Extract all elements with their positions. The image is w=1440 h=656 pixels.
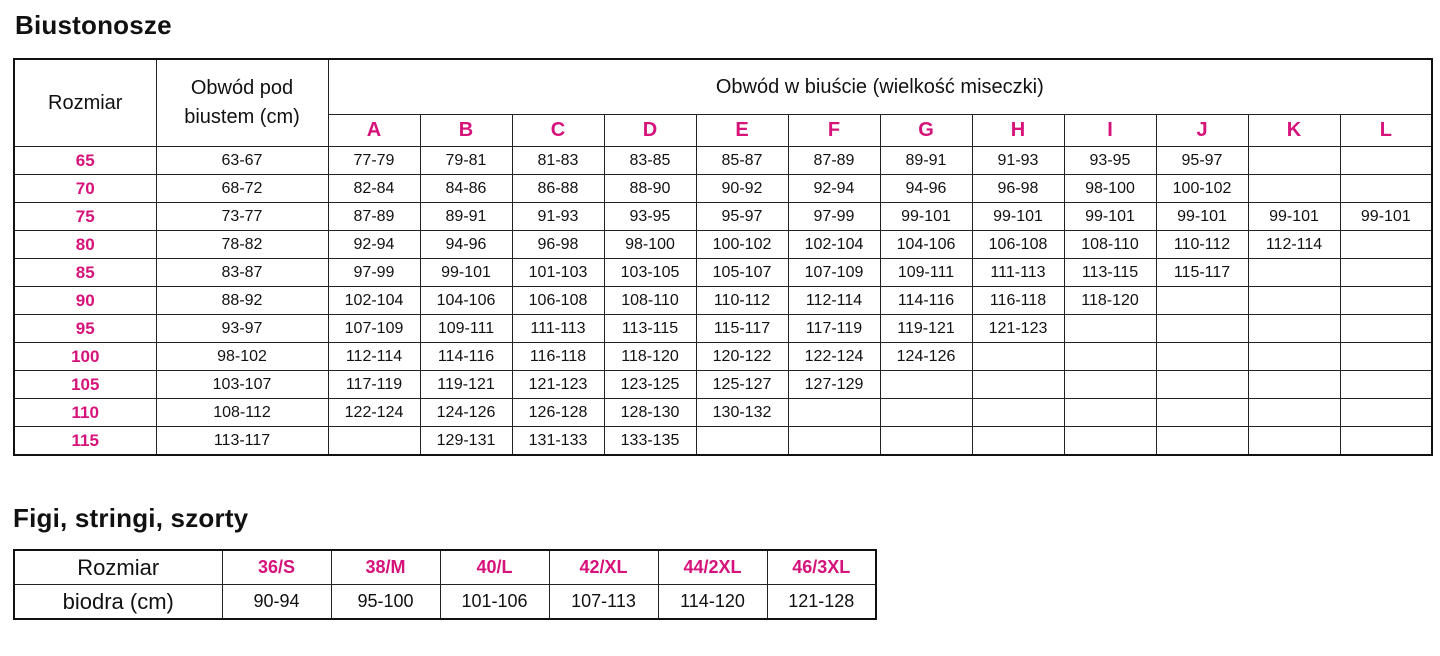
bust-value: 77-79: [328, 147, 420, 175]
table-row: [14, 371, 1432, 399]
bust-value: 129-131: [420, 427, 512, 456]
bust-value: [1340, 175, 1432, 203]
table-row: [14, 175, 1432, 203]
bust-value: 113-115: [1064, 259, 1156, 287]
band-size: 75: [14, 203, 156, 231]
bust-value: 99-101: [880, 203, 972, 231]
bust-value: [1064, 371, 1156, 399]
briefs-hip-value: 114-120: [658, 585, 767, 620]
bust-value: 120-122: [696, 343, 788, 371]
bust-value: 99-101: [1064, 203, 1156, 231]
bust-value: 107-109: [788, 259, 880, 287]
bust-value: 116-118: [972, 287, 1064, 315]
bust-value: [880, 427, 972, 456]
briefs-hip-value: 107-113: [549, 585, 658, 620]
bust-value: 97-99: [788, 203, 880, 231]
cup-header: I: [1064, 115, 1156, 147]
bust-value: 116-118: [512, 343, 604, 371]
table-row: [14, 147, 1432, 175]
briefs-size-row: [14, 550, 876, 585]
bust-value: 118-120: [604, 343, 696, 371]
briefs-size: 38/M: [331, 550, 440, 585]
bust-value: 90-92: [696, 175, 788, 203]
briefs-hip-value: 101-106: [440, 585, 549, 620]
bust-value: 88-90: [604, 175, 696, 203]
underbust-value: 68-72: [156, 175, 328, 203]
table-row: [14, 315, 1432, 343]
bust-value: [1340, 427, 1432, 456]
bust-value: 106-108: [512, 287, 604, 315]
bust-value: [328, 427, 420, 456]
bust-value: 128-130: [604, 399, 696, 427]
cup-header: B: [420, 115, 512, 147]
table-row: [14, 231, 1432, 259]
briefs-size: 46/3XL: [767, 550, 876, 585]
bust-value: 94-96: [420, 231, 512, 259]
bust-value: [1156, 399, 1248, 427]
bust-value: 99-101: [1156, 203, 1248, 231]
bust-value: 133-135: [604, 427, 696, 456]
bust-value: [788, 427, 880, 456]
bust-value: 117-119: [328, 371, 420, 399]
bust-value: [1248, 371, 1340, 399]
bust-value: 130-132: [696, 399, 788, 427]
bust-value: 95-97: [1156, 147, 1248, 175]
bust-value: 84-86: [420, 175, 512, 203]
bust-value: [1248, 147, 1340, 175]
bust-value: 96-98: [512, 231, 604, 259]
bust-value: 99-101: [1248, 203, 1340, 231]
bust-value: 99-101: [420, 259, 512, 287]
bust-value: [1248, 175, 1340, 203]
band-size: 115: [14, 427, 156, 456]
bust-value: 91-93: [512, 203, 604, 231]
bust-value: [1340, 287, 1432, 315]
bust-value: 86-88: [512, 175, 604, 203]
bust-value: 109-111: [880, 259, 972, 287]
bust-value: [1248, 343, 1340, 371]
bust-value: 122-124: [788, 343, 880, 371]
briefs-size: 44/2XL: [658, 550, 767, 585]
bust-value: [1248, 259, 1340, 287]
table-row: [14, 287, 1432, 315]
bust-value: [1340, 231, 1432, 259]
bust-value: [1064, 343, 1156, 371]
cup-header: K: [1248, 115, 1340, 147]
bust-value: 100-102: [1156, 175, 1248, 203]
bust-value: 98-100: [604, 231, 696, 259]
bust-value: 106-108: [972, 231, 1064, 259]
cup-header: A: [328, 115, 420, 147]
table-row: [14, 343, 1432, 371]
bust-value: 111-113: [512, 315, 604, 343]
bust-value: 97-99: [328, 259, 420, 287]
briefs-size-table: [13, 549, 877, 620]
underbust-value: 63-67: [156, 147, 328, 175]
briefs-section-title: Figi, stringi, szorty: [13, 503, 249, 533]
bust-value: 102-104: [328, 287, 420, 315]
bust-value: 119-121: [420, 371, 512, 399]
cup-header: E: [696, 115, 788, 147]
header-bust: Obwód w biuście (wielkość miseczki): [328, 59, 1432, 115]
underbust-value: 83-87: [156, 259, 328, 287]
underbust-value: 88-92: [156, 287, 328, 315]
bust-value: 96-98: [972, 175, 1064, 203]
bust-value: 112-114: [1248, 231, 1340, 259]
bust-value: [1248, 427, 1340, 456]
bust-value: 94-96: [880, 175, 972, 203]
bust-value: 103-105: [604, 259, 696, 287]
bust-value: 111-113: [972, 259, 1064, 287]
bust-value: 114-116: [420, 343, 512, 371]
cup-header: D: [604, 115, 696, 147]
briefs-size-label: Rozmiar: [14, 550, 222, 585]
bust-value: [972, 371, 1064, 399]
table-row: [14, 203, 1432, 231]
bust-value: 101-103: [512, 259, 604, 287]
bust-value: [1156, 343, 1248, 371]
bust-value: [1156, 427, 1248, 456]
bust-value: 93-95: [1064, 147, 1156, 175]
bust-value: [972, 399, 1064, 427]
bust-value: [1156, 371, 1248, 399]
bust-value: [1340, 147, 1432, 175]
bust-value: 95-97: [696, 203, 788, 231]
cup-header: G: [880, 115, 972, 147]
band-size: 65: [14, 147, 156, 175]
bust-value: [972, 343, 1064, 371]
bra-section-title: Biustonosze: [15, 10, 172, 40]
bust-value: 108-110: [1064, 231, 1156, 259]
cup-header: F: [788, 115, 880, 147]
bust-value: [1340, 371, 1432, 399]
underbust-value: 108-112: [156, 399, 328, 427]
bust-value: [972, 427, 1064, 456]
bust-value: 109-111: [420, 315, 512, 343]
bust-value: 79-81: [420, 147, 512, 175]
briefs-size: 36/S: [222, 550, 331, 585]
bust-value: 99-101: [1340, 203, 1432, 231]
bust-value: 92-94: [328, 231, 420, 259]
bust-value: 124-126: [420, 399, 512, 427]
bust-value: 89-91: [420, 203, 512, 231]
bust-value: 112-114: [788, 287, 880, 315]
band-size: 80: [14, 231, 156, 259]
bust-value: 115-117: [1156, 259, 1248, 287]
bust-value: 99-101: [972, 203, 1064, 231]
band-size: 95: [14, 315, 156, 343]
bra-size-table: [13, 58, 1433, 456]
bust-value: 126-128: [512, 399, 604, 427]
bust-value: 98-100: [1064, 175, 1156, 203]
band-size: 105: [14, 371, 156, 399]
briefs-hip-row: [14, 585, 876, 620]
band-size: 85: [14, 259, 156, 287]
bust-value: 93-95: [604, 203, 696, 231]
bust-value: 110-112: [1156, 231, 1248, 259]
bust-value: 113-115: [604, 315, 696, 343]
bust-value: 122-124: [328, 399, 420, 427]
table-row: [14, 259, 1432, 287]
cup-header: J: [1156, 115, 1248, 147]
cup-header: H: [972, 115, 1064, 147]
bust-value: 81-83: [512, 147, 604, 175]
bust-value: 89-91: [880, 147, 972, 175]
table-row: [14, 427, 1432, 456]
bust-value: 123-125: [604, 371, 696, 399]
table-row: [14, 399, 1432, 427]
bust-value: 91-93: [972, 147, 1064, 175]
bust-value: [1340, 315, 1432, 343]
underbust-value: 98-102: [156, 343, 328, 371]
briefs-hip-value: 121-128: [767, 585, 876, 620]
bust-value: 102-104: [788, 231, 880, 259]
briefs-hip-value: 90-94: [222, 585, 331, 620]
bust-value: 127-129: [788, 371, 880, 399]
bust-value: 131-133: [512, 427, 604, 456]
bust-value: [880, 399, 972, 427]
underbust-value: 103-107: [156, 371, 328, 399]
bust-value: 107-109: [328, 315, 420, 343]
band-size: 110: [14, 399, 156, 427]
bust-value: [1340, 259, 1432, 287]
header-size: Rozmiar: [14, 59, 156, 147]
bust-value: 108-110: [604, 287, 696, 315]
bust-value: 105-107: [696, 259, 788, 287]
bust-value: 118-120: [1064, 287, 1156, 315]
underbust-value: 73-77: [156, 203, 328, 231]
bust-value: 125-127: [696, 371, 788, 399]
bust-value: 115-117: [696, 315, 788, 343]
bust-value: [1340, 399, 1432, 427]
bust-value: 87-89: [788, 147, 880, 175]
bust-value: [1156, 315, 1248, 343]
briefs-hip-value: 95-100: [331, 585, 440, 620]
bust-value: [1340, 343, 1432, 371]
bra-table-body: [14, 147, 1432, 456]
bust-value: 83-85: [604, 147, 696, 175]
bust-value: 117-119: [788, 315, 880, 343]
band-size: 70: [14, 175, 156, 203]
bust-value: 112-114: [328, 343, 420, 371]
bust-value: [1156, 287, 1248, 315]
bust-value: [788, 399, 880, 427]
bust-value: 104-106: [420, 287, 512, 315]
bust-value: 114-116: [880, 287, 972, 315]
bust-value: [880, 371, 972, 399]
bust-value: [1064, 315, 1156, 343]
cup-header: C: [512, 115, 604, 147]
bust-value: 104-106: [880, 231, 972, 259]
bust-value: 85-87: [696, 147, 788, 175]
bust-value: 121-123: [972, 315, 1064, 343]
underbust-value: 93-97: [156, 315, 328, 343]
briefs-size: 42/XL: [549, 550, 658, 585]
bust-value: 124-126: [880, 343, 972, 371]
bust-value: 87-89: [328, 203, 420, 231]
header-underbust: Obwód pod biustem (cm): [156, 59, 328, 147]
bust-value: 82-84: [328, 175, 420, 203]
bust-value: [1248, 287, 1340, 315]
bust-value: [1248, 315, 1340, 343]
underbust-value: 78-82: [156, 231, 328, 259]
bust-value: [1064, 399, 1156, 427]
bust-value: 119-121: [880, 315, 972, 343]
cup-header: L: [1340, 115, 1432, 147]
bust-value: [1064, 427, 1156, 456]
bust-value: 110-112: [696, 287, 788, 315]
bust-value: 100-102: [696, 231, 788, 259]
underbust-value: 113-117: [156, 427, 328, 456]
bust-value: [696, 427, 788, 456]
bust-value: 92-94: [788, 175, 880, 203]
bust-value: 121-123: [512, 371, 604, 399]
band-size: 90: [14, 287, 156, 315]
band-size: 100: [14, 343, 156, 371]
bust-value: [1248, 399, 1340, 427]
briefs-size: 40/L: [440, 550, 549, 585]
briefs-hip-label: biodra (cm): [14, 585, 222, 620]
